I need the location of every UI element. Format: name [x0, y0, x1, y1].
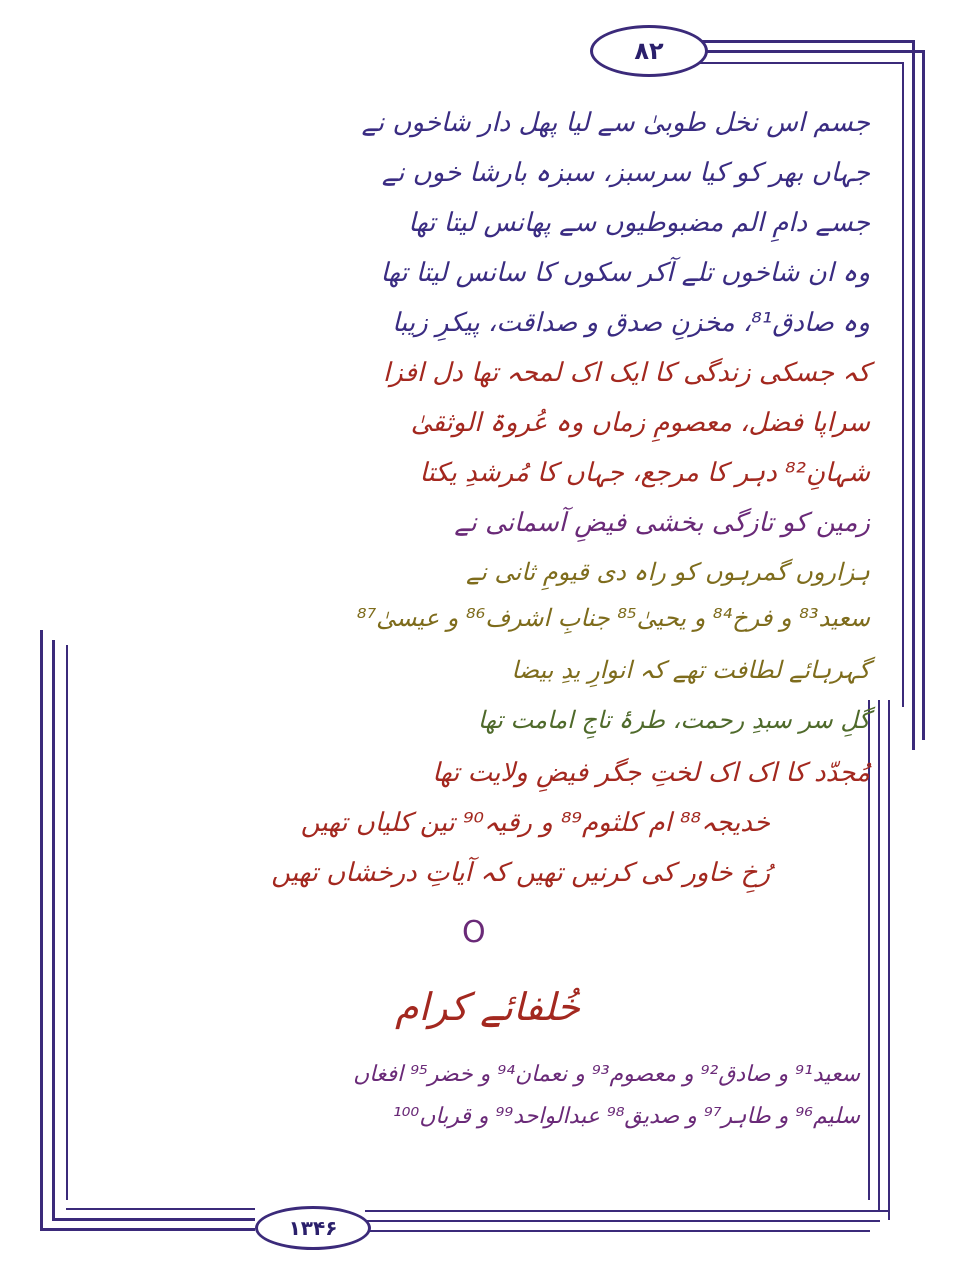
footer-number-oval — [255, 1206, 371, 1250]
frame-line — [66, 645, 68, 1200]
frame-line — [878, 700, 880, 1210]
section-separator: O — [462, 915, 486, 950]
section-title: خُلفائے کرام — [395, 985, 580, 1029]
poem-line: رُخِ خاور کی کرنیں تھیں کہ آیاتِ درخشاں تھیں — [271, 858, 770, 888]
poem-line: جسم اس نخل طوبیٰ سے لیا پھل دار شاخوں نے — [361, 108, 870, 138]
frame-line — [66, 1208, 255, 1210]
caliphs-line: سعید⁹¹ و صادق⁹² و معصوم⁹³ و نعمان⁹⁴ و خضر⁹⁵ افغاں — [353, 1062, 860, 1087]
poem-line: وہ ان شاخوں تلے آکر سکوں کا سانس لیتا تھا — [380, 258, 870, 288]
poem-line: سراپا فضل، معصومِ زماں وہ عُروۃ الوثقیٰ — [410, 408, 870, 438]
poem-line: کہ جسکی زندگی کا ایک اک لمحہ تھا دل افزا — [382, 358, 870, 388]
poem-line: زمین کو تازگی بخشی فیضِ آسمانی نے — [454, 508, 870, 538]
page-number-oval — [590, 25, 708, 77]
frame-line — [700, 40, 914, 43]
footer-page-number: ۱۳۴۶ — [288, 1216, 338, 1240]
frame-line — [700, 50, 924, 53]
poem-line: گلِ سر سبدِ رحمت، طرۂ تاجِ امامت تھا — [477, 706, 870, 734]
frame-line — [365, 1220, 880, 1222]
frame-line — [912, 40, 915, 750]
frame-line — [700, 62, 904, 64]
page-number: ۸۲ — [634, 37, 664, 65]
poem-line: ہزاروں گمرہوں کو راہ دی قیومِ ثانی نے — [466, 558, 870, 586]
frame-line — [40, 630, 43, 1230]
frame-line — [40, 1228, 255, 1231]
poem-line: مُجدّد کا اک اک لختِ جگر فیضِ ولایت تھا — [432, 758, 870, 788]
poem-line: وہ صادق⁸¹، مخزنِ صدق و صداقت، پیکرِ زیبا — [392, 308, 870, 338]
frame-line — [52, 1218, 255, 1221]
frame-line — [365, 1230, 870, 1232]
poem-line: شہانِ⁸² دہر کا مرجع، جہاں کا مُرشدِ یکتا — [419, 458, 870, 488]
poem-line: جہاں بھر کو کیا سرسبز، سبزہ بارشا خوں نے — [381, 158, 870, 188]
frame-line — [365, 1210, 890, 1212]
poem-line: خدیجہ⁸⁸ ام کلثوم⁸⁹ و رقیہ⁹⁰ تین کلیاں تھیں — [300, 808, 770, 838]
frame-line — [52, 640, 55, 1220]
poem-line: گہرہائے لطافت تھے کہ انوارِ یدِ بیضا — [511, 656, 870, 684]
caliphs-line: سلیم⁹⁶ و طاہر⁹⁷ و صدیق⁹⁸ عبدالواحد⁹⁹ و قرباں¹⁰⁰ — [392, 1104, 860, 1129]
frame-line — [922, 50, 925, 740]
poem-line: جسے دامِ الم مضبوطیوں سے پھانس لیتا تھا — [408, 208, 870, 238]
frame-line — [902, 62, 904, 707]
poem-line: سعید⁸³ و فرخ⁸⁴ و یحییٰ⁸⁵ جنابِ اشرف⁸⁶ و عیسیٰ⁸⁷ — [356, 604, 870, 632]
frame-line — [888, 700, 890, 1220]
